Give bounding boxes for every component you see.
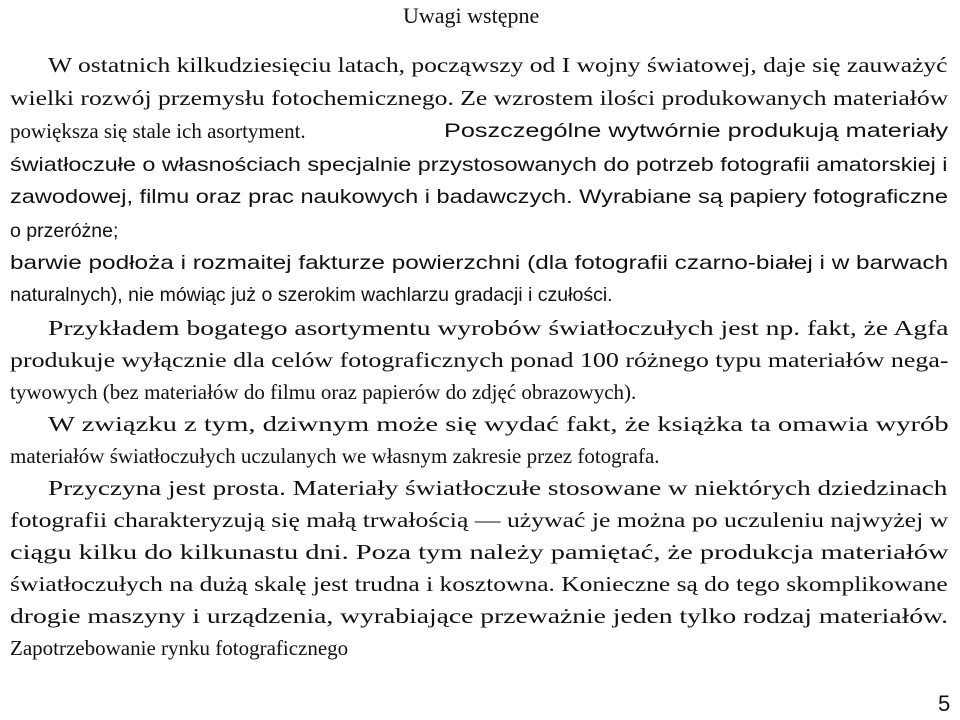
text-line: Przyczyna jest prosta. Materiały światłoczułe stosowane w niektórych dziedzinach [48, 476, 948, 500]
text-line: naturalnych), nie mówiąc już o szerokim wachlarzu gradacji i czułości. [10, 284, 613, 306]
text-line: Przykładem bogatego asortymentu wyrobów światłoczułych jest np. fakt, że Agfa [48, 316, 949, 340]
text-line: Zapotrzebowanie rynku fotograficznego [10, 636, 349, 660]
page-number: 5 [938, 691, 951, 716]
text-line: światłoczułe o własnościach specjalnie przystosowanych do potrzeb fotografii amatorskiej i [10, 154, 948, 176]
text-line: wielki rozwój przemysłu fotochemicznego. Ze wzrostem ilości produkowanych materiałów [10, 86, 949, 110]
text-line: fotografii charakteryzują się małą trwałością — używać je można po uczuleniu najwyżej w [10, 508, 949, 532]
text-line: produkuje wyłącznie dla celów fotograficznych ponad 100 różnego typu materiałów nega- [10, 348, 949, 372]
text-line: Poszczególne wytwórnie produkują materiały [444, 120, 949, 142]
text-line: o przeróżne; [10, 220, 119, 242]
text-line: barwie podłoża i rozmaitej fakturze powierzchni (dla fotografii czarno-białej i w barwach [10, 252, 949, 274]
page-title: Uwagi wstępne [403, 3, 540, 28]
text-line: światłoczułych na dużą skalę jest trudna i kosztowna. Konieczne są do tego skomplikowane [10, 572, 948, 596]
text-line: drogie maszyny i urządzenia, wyrabiające przeważnie jeden tylko rodzaj materiałów. [10, 604, 949, 628]
text-line: W ostatnich kilkudziesięciu latach, począwszy od I wojny światowej, daje się zauważyć [48, 53, 948, 77]
text-line: tywowych (bez materiałów do filmu oraz papierów do zdjęć obrazowych). [10, 380, 637, 404]
text-line: materiałów światłoczułych uczulanych we własnym zakresie przez fotografa. [10, 444, 660, 468]
text-line: ciągu kilku do kilkunastu dni. Poza tym należy pamiętać, że produkcja materiałów [10, 540, 949, 564]
text-line: zawodowej, filmu oraz prac naukowych i badawczych. Wyrabiane są papiery fotograficzne [10, 186, 948, 208]
text-line: W związku z tym, dziwnym może się wydać fakt, że książka ta omawia wyrób [48, 412, 949, 436]
text-line: powiększa się stale ich asortyment. [10, 119, 306, 143]
